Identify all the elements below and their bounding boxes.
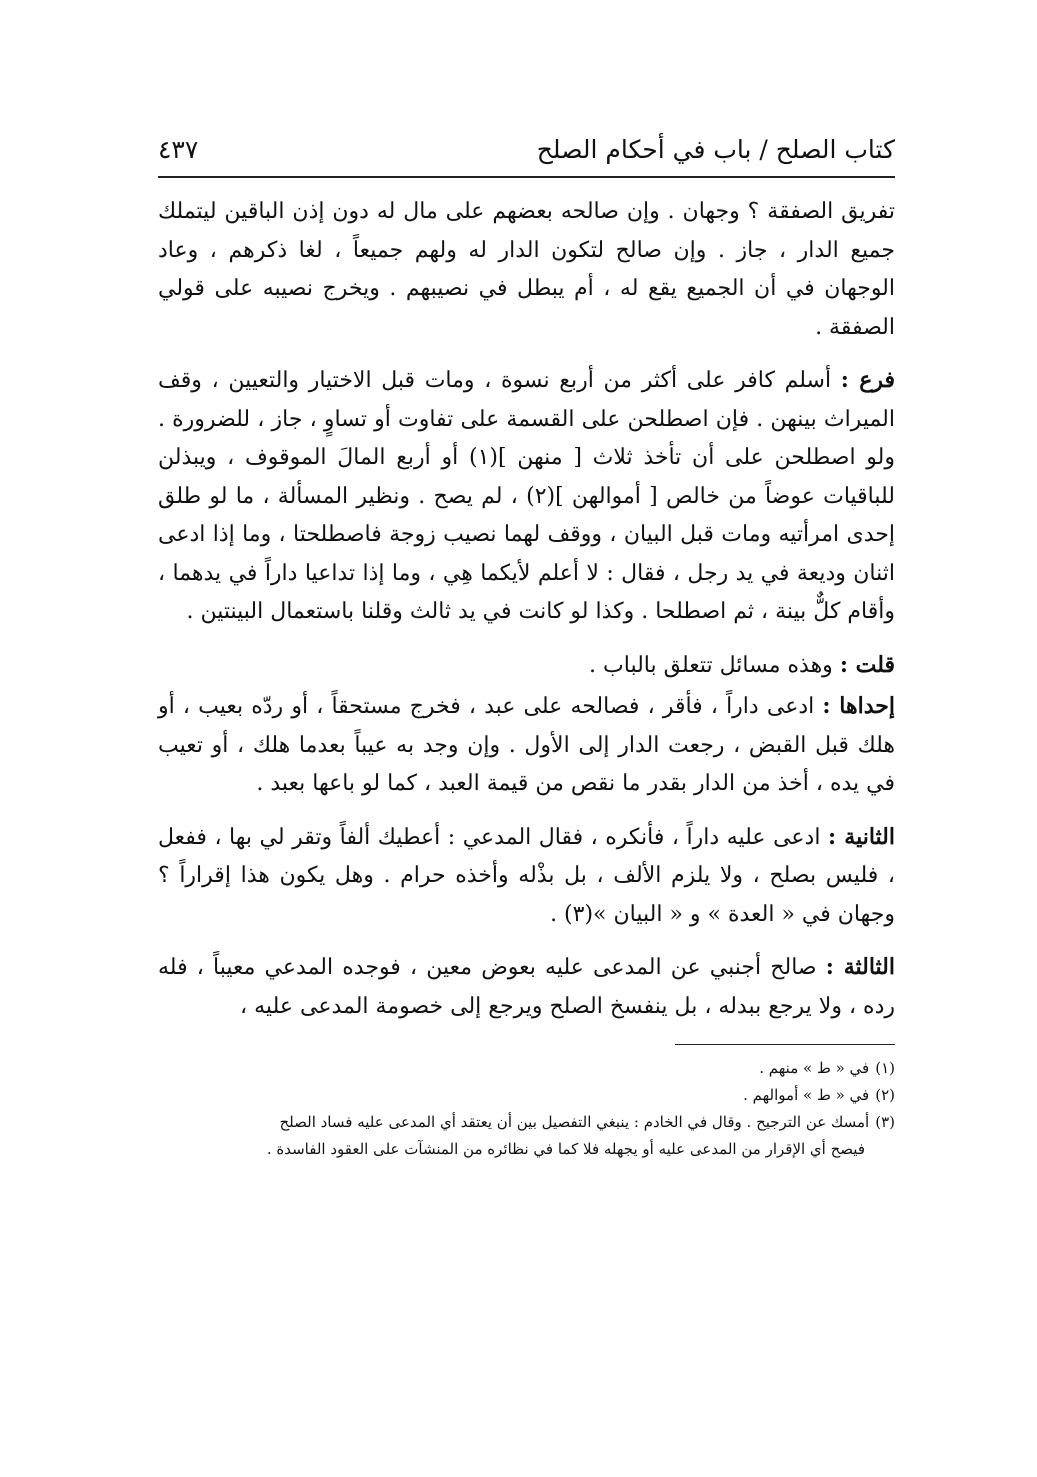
footnote	[158, 1055, 895, 1082]
footnote	[158, 1082, 895, 1109]
paragraph-lead: الثانية :	[827, 823, 895, 850]
book-page	[158, 130, 895, 1163]
footnote-number: (٣)	[875, 1113, 895, 1131]
paragraph-lead: إحداها :	[822, 693, 895, 719]
paragraph	[158, 361, 895, 632]
paragraph-text: صالح أجنبي عن المدعى عليه بعوض معين ، فوجده المدعي معيباً ، فله رده ، ولا يرجع ببدله ، بل ينفسخ الصلح ويرجع إلى خصومة المدعى عليه ،	[158, 955, 895, 1019]
paragraph-text: تفريق الصفقة ؟ وجهان . وإن صالحه بعضهم على مال له دون إذن الباقين ليتملك جميع الدار ، جاز . وإن صالح لتكون الدار له ولهم جميعاً ، لغا ذكرهم ، وعاد الوجهان في أن الجميع يقع له ، أم يبطل في نصيبهم . ويخرج نصيبه على قولي الصفقة .	[158, 199, 895, 340]
paragraph-lead: الثالثة :	[825, 954, 895, 980]
paragraph	[158, 687, 895, 804]
footnote-number: (٢)	[875, 1086, 895, 1104]
paragraph	[158, 818, 895, 935]
footnotes	[158, 1055, 895, 1163]
paragraph	[158, 948, 895, 1026]
footnote-number: (١)	[875, 1059, 895, 1077]
paragraph-lead: قلت :	[839, 651, 895, 678]
footnote-continuation: فيصح أي الإقرار من المدعى عليه أو يجهله فلا كما في نظائره من المنشآت على العقود الفاسدة .	[266, 1140, 865, 1158]
paragraph	[158, 192, 895, 347]
chapter-title: كتاب الصلح / باب في أحكام الصلح	[536, 135, 895, 164]
paragraph-text: ادعى عليه داراً ، فأنكره ، فقال المدعي : أعطيك ألفاً وتقر لي بها ، ففعل ، فليس بصلح ، ولا يلزم الألف ، بل بذْله وأخذه حرام . وهل يكون هذا إقراراً ؟ وجهان في « العدة » و « البيان »(٣) .	[158, 824, 895, 927]
footnote-text: في « ط » منهم .	[759, 1059, 870, 1077]
page-number: ٤٣٧	[158, 135, 199, 164]
header-rule	[158, 176, 895, 178]
footnote-text: أمسك عن الترجيح . وقال في الخادم : ينبغي التفصيل بين أن يعتقد أي المدعى عليه فساد الصلح	[279, 1113, 870, 1131]
paragraph-lead: فرع :	[840, 367, 895, 393]
paragraph-text: ادعى داراً ، فأقر ، فصالحه على عبد ، فخرج مستحقاً ، أو ردّه بعيب ، أو هلك قبل القبض ، رجعت الدار إلى الأول . وإن وجد به عيباً بعدما هلك ، أو تعيب في يده ، أخذ من الدار بقدر ما نقص من قيمة العبد ، كما لو باعها بعبد .	[158, 694, 895, 796]
footnote-rule	[675, 1044, 895, 1045]
footnote	[158, 1109, 895, 1136]
footnote-text: في « ط » أموالهم .	[743, 1086, 870, 1104]
paragraph-text: وهذه مسائل تتعلق بالباب .	[589, 652, 833, 678]
paragraph	[158, 646, 895, 686]
main-text	[158, 192, 895, 1026]
running-header	[158, 130, 895, 174]
paragraph-text: أسلم كافر على أكثر من أربع نسوة ، ومات قبل الاختيار والتعيين ، وقف الميراث بينهن . فإن اصطلحن على القسمة على تفاوت أو تساوٍ ، جاز ، للضرورة . ولو اصطلحن على أن تأخذ ثلاث [ منهن ](١) أو أربع المالَ الموقوف ، ويبذلن للباقيات عوضاً من خالص [ أموالهن ](٢) ، لم يصح . ونظير المسألة ، ما لو طلق إحدى امرأتيه ومات قبل البيان ، ووقف لهما نصيب زوجة فاصطلحتا ، وما إذا ادعى اثنان وديعة في يد رجل ، فقال : لا أعلم لأيكما هِي ، وما إذا تداعيا داراً في يدهما ، وأقام كلٌّ بينة ، ثم اصطلحا . وكذا لو كانت في يد ثالث وقلنا باستعمال البينتين .	[158, 368, 896, 624]
